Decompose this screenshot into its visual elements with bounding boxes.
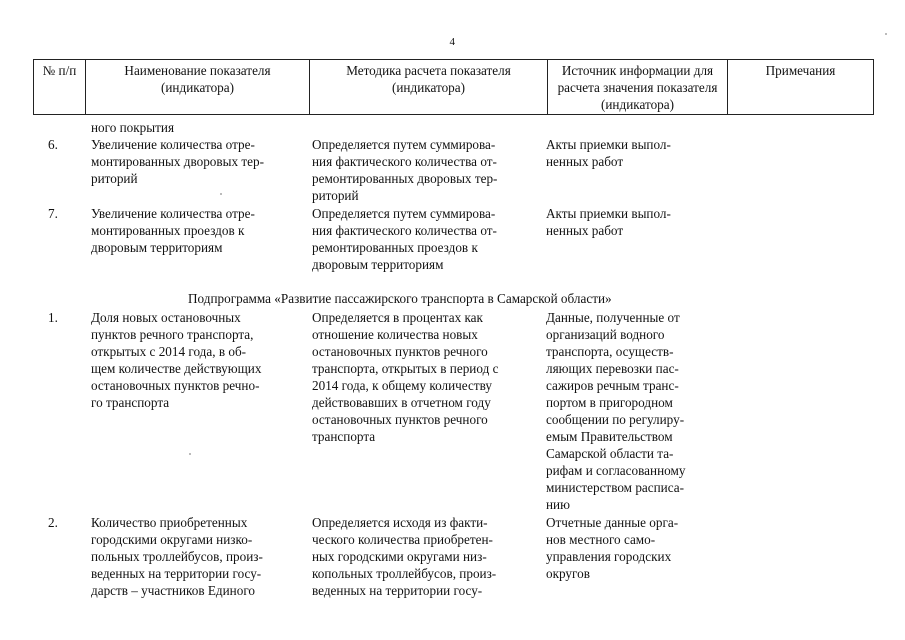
header-indicator-name: Наименование показателя (индикатора)	[86, 60, 310, 115]
scan-speck	[220, 193, 222, 195]
indicator-name: Количество приобретенных городскими округами низко- польных троллейбусов, произ- веденных на территории госу- дарств – участников Единого	[91, 515, 263, 598]
page-number: 4	[449, 36, 456, 48]
scan-speck	[189, 453, 191, 455]
table-header-row	[34, 60, 874, 115]
header-information-source: Источник информации для расчета значения показателя (индикатора)	[548, 60, 728, 115]
continuation-text: ного покрытия	[91, 120, 175, 135]
row-number: 6.	[48, 137, 58, 152]
information-source: Отчетные данные орга- нов местного само- управления городских округов	[546, 515, 679, 581]
calculation-method: Определяется путем суммирова- ния фактического количества от- ремонтированных дворовых тер- риторий	[312, 137, 498, 203]
row-number: 7.	[48, 206, 58, 221]
subprogram-title: Подпрограмма «Развитие пассажирского транспорта в Самарской области»	[188, 291, 612, 306]
indicator-name: Доля новых остановочных пунктов речного транспорта, открытых с 2014 года, в об- щем количестве действующих остановочных пунктов речно- го транспорта	[91, 310, 262, 410]
information-source: Акты приемки выпол- ненных работ	[546, 206, 671, 238]
calculation-method: Определяется путем суммирова- ния фактического количества от- ремонтированных проездов к дворовым территориям	[312, 206, 497, 272]
scan-speck	[885, 33, 887, 35]
indicator-table-header	[33, 59, 874, 115]
row-number: 1.	[48, 310, 58, 325]
header-number: № п/п	[34, 60, 86, 115]
indicator-name: Увеличение количества отре- монтированных проездов к дворовым территориям	[91, 206, 255, 255]
header-notes: Примечания	[728, 60, 874, 115]
information-source: Акты приемки выпол- ненных работ	[546, 137, 671, 169]
indicator-name: Увеличение количества отре- монтированных дворовых тер- риторий	[91, 137, 264, 186]
information-source: Данные, полученные от организаций водного транспорта, осуществ- ляющих перевозки пас- сажиров речным транс- портом в пригородном сообщении по регулиру- емым Правительством Самарской области та- рифам и согласованному министерством расписа- нию	[546, 310, 686, 512]
calculation-method: Определяется исходя из факти- ческого количества приобретен- ных городскими округами низ- копольных троллейбусов, произ- веденных на территории госу-	[312, 515, 497, 598]
row-number: 2.	[48, 515, 58, 530]
header-calculation-method: Методика расчета показателя (индикатора)	[310, 60, 548, 115]
calculation-method: Определяется в процентах как отношение количества новых остановочных пунктов речного транспорта, открытых в период с 2014 года, к общему количеству действовавших в отчетном году остановочных пунктов речного транспорта	[312, 310, 499, 444]
